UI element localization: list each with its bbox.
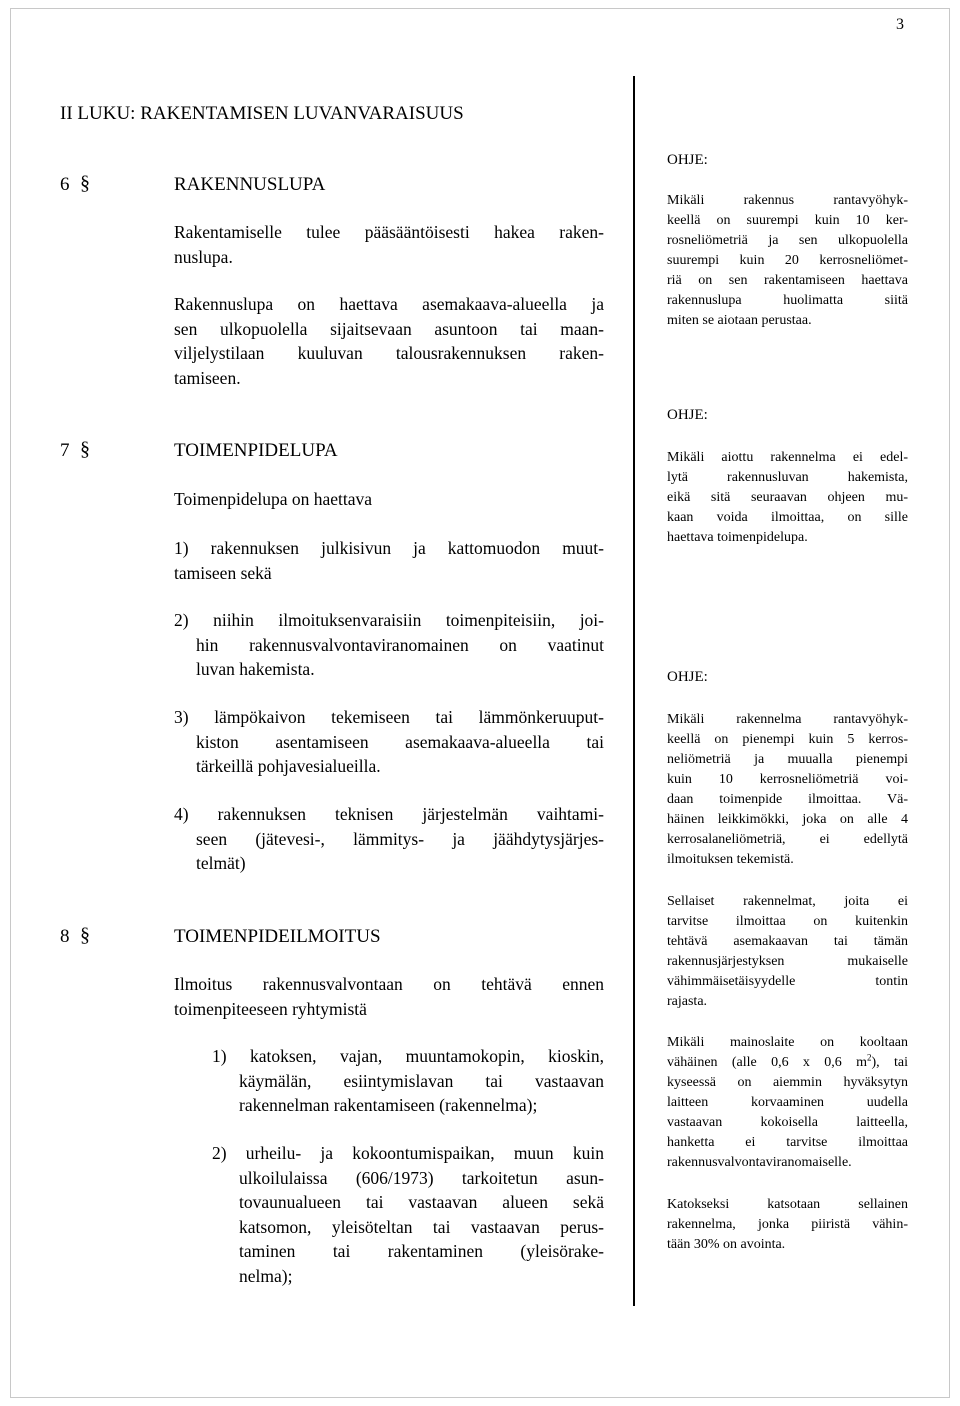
note-4: Sellaiset rakennelmat, joita ei tarvitse ilmoittaa on kuitenkin tehtävä asemakaavan tai tämän rakennusjärjestyksen mukaiselle vähimmäisetäisyydelle tontin rajasta. (667, 894, 908, 1009)
section-7-number: 7 (60, 440, 70, 461)
section-6-paragraph-2: Rakennuslupa on haettava asemakaava-alueella ja sen ulkopuolella sijaitsevaan asuntoon tai maan- viljelystilaan kuuluvan talousrakennuksen raken- tamiseen. (174, 294, 604, 388)
note-2: Mikäli aiottu rakennelma ei edel- lytä rakennusluvan hakemista, eikä sitä seuraavan ohjeen mu- kaan voida ilmoittaa, on sille haettava toimenpidelupa. (667, 450, 908, 545)
section-sign: § (80, 924, 90, 946)
section-7-item-2: 2) niihin ilmoituksenvaraisiin toimenpiteisiin, joi- hin rakennusvalvontaviranomainen on vaatinut luvan hakemista. (174, 610, 604, 679)
page-number: 3 (896, 16, 904, 33)
ohje-label: OHJE: (667, 152, 708, 168)
section-7-intro: Toimenpidelupa on haettava (174, 489, 373, 509)
section-8-intro: Ilmoitus rakennusvalvontaan on tehtävä ennen toimenpiteeseen ryhtymistä (174, 974, 604, 1019)
chapter-title: II LUKU: RAKENTAMISEN LUVANVARAISUUS (60, 103, 464, 124)
section-8-item-2: 2) urheilu- ja kokoontumispaikan, muun kuin ulkoilulaissa (606/1973) tarkoitetun asun- tovaunualueen tai vastaavan alueen sekä katsomon, yleisöteltan tai vastaavan perus- taminen tai rakentaminen (yleisörake- nelma); (212, 1143, 604, 1286)
section-8-number: 8 (60, 926, 70, 947)
section-7-title: TOIMENPIDELUPA (174, 440, 338, 461)
section-6-paragraph-1: Rakentamiselle tulee pääsääntöisesti hakea raken- nuslupa. (174, 222, 604, 267)
note-6: Katokseksi katsotaan sellainen rakennelma, jonka piiristä vähin- tään 30% on avointa. (667, 1197, 908, 1252)
note-3: Mikäli rakennelma rantavyöhyk- keellä on pienempi kuin 5 kerros- neliömetriä ja muualla pienempi kuin 10 kerrosneliömetriä voi- daan toimenpide ilmoittaa. Vä- häinen leikkimökki, joka on alle 4 kerrosalaneliömetriä, ei edellytä ilmoituksen tekemistä. (667, 712, 908, 867)
note-5: Mikäli mainoslaite on kooltaan vähäinen (alle 0,6 x 0,6 $m^2$), tai kyseessä on aiemmin hyväksytyn laitteen korvaaminen uudella vastaavan kokoisella laitteella, hanketta ei tarvitse ilmoittaa rakennusvalvontaviranomaiselle. (667, 1035, 908, 1170)
section-sign: § (80, 172, 90, 194)
section-7-item-1: 1) rakennuksen julkisivun ja kattomuodon muut- tamiseen sekä (174, 538, 604, 583)
section-6-title: RAKENNUSLUPA (174, 174, 326, 195)
section-sign: § (80, 438, 90, 460)
section-7-item-4: 4) rakennuksen teknisen järjestelmän vaihtami- seen (jätevesi-, lämmitys- ja jäähdytysjärjes- telmät) (174, 804, 604, 873)
section-6-number: 6 (60, 174, 70, 195)
section-8-title: TOIMENPIDEILMOITUS (174, 926, 381, 947)
section-8-item-1: 1) katoksen, vajan, muuntamokopin, kioskin, käymälän, esiintymislavan tai vastaavan rakennelman rakentamiseen (rakennelma); (212, 1046, 604, 1115)
ohje-label: OHJE: (667, 407, 708, 423)
section-7-item-3: 3) lämpökaivon tekemiseen tai lämmönkeruuput- kiston asentamiseen asemakaava-alueella tai tärkeillä pohjavesialueilla. (174, 707, 604, 776)
column-divider (633, 76, 635, 1306)
ohje-label: OHJE: (667, 669, 708, 685)
note-1: Mikäli rakennus rantavyöhyk- keellä on suurempi kuin 10 ker- rosneliömetriä ja sen ulkopuolella suurempi kuin 20 kerrosneliömet- riä on sen rakentamiseen haettava rakennuslupa huolimatta siitä miten se aiotaan perustaa. (667, 193, 908, 328)
